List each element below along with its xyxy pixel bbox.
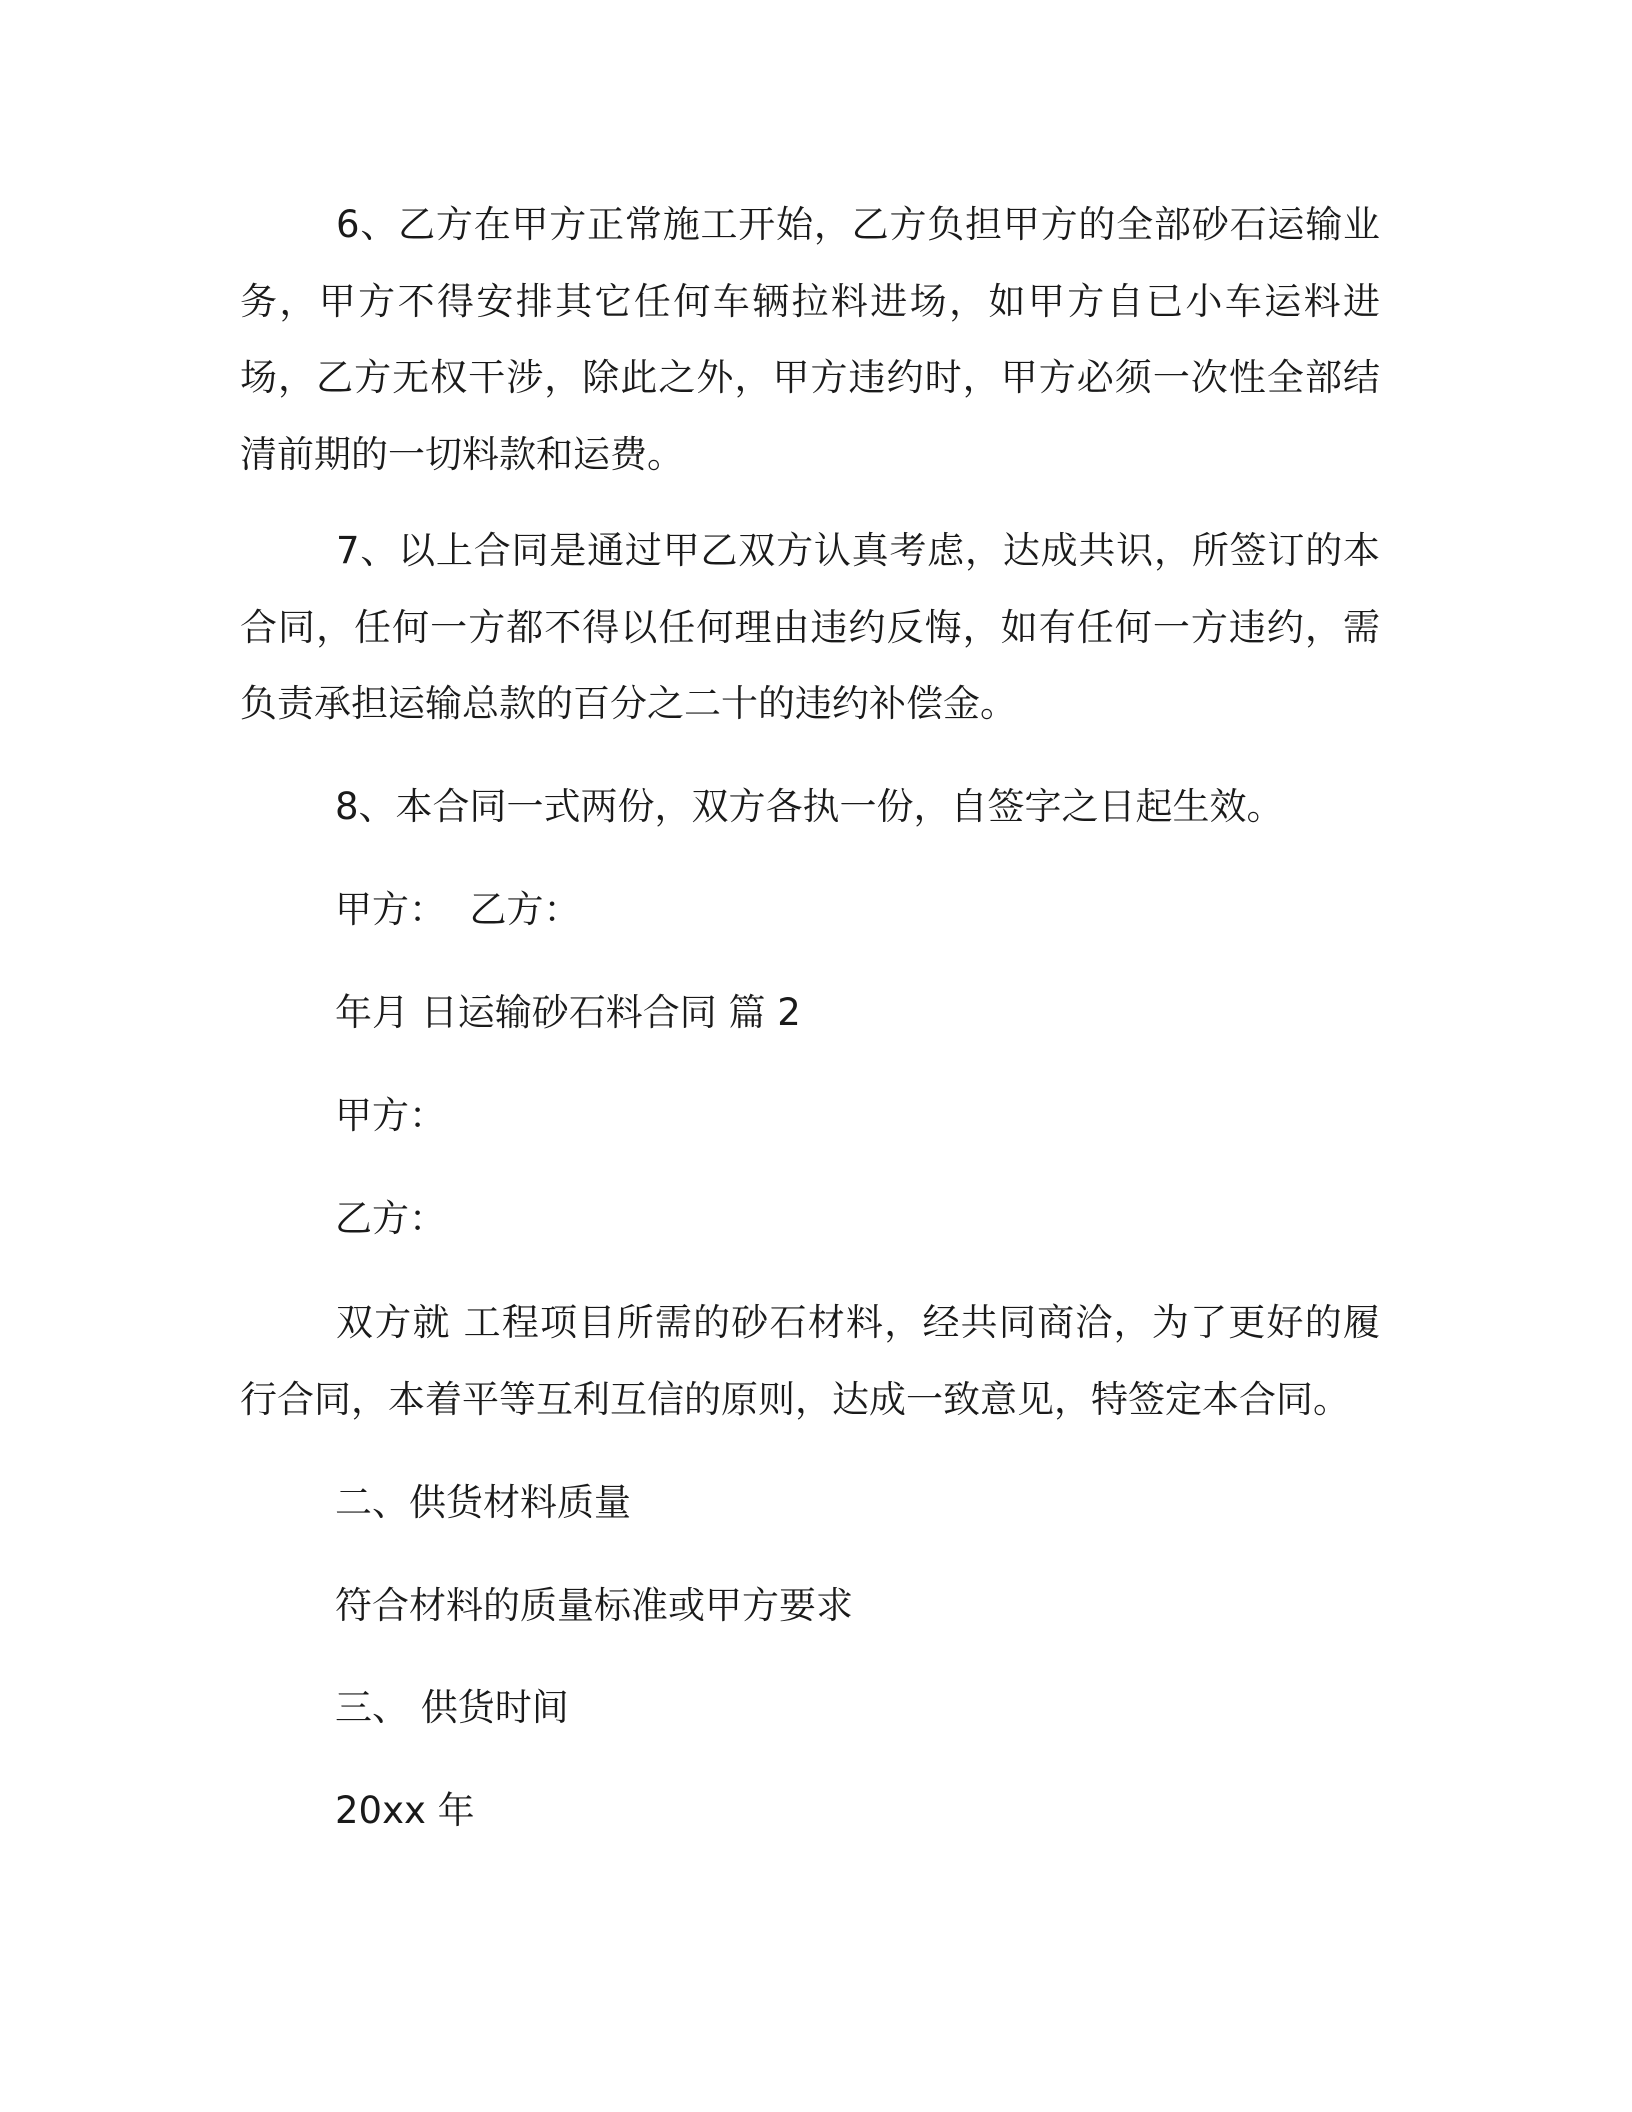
heading-supply-quality: 二、供货材料质量: [335, 1481, 631, 1524]
clause-8-paragraph: 8、本合同一式两份，双方各执一份，自签字之日起生效。: [335, 785, 1284, 828]
contract-section-title: 年月 日运输砂石料合同 篇 2: [335, 991, 801, 1034]
signature-line: 甲方： 乙方：: [335, 888, 581, 931]
clause-7-paragraph: 7、以上合同是通过甲乙双方认真考虑，达成共识，所签订的本合同，任何一方都不得以任何理由违约反悔，如有任何一方违约，需负责承担运输总款的百分之二十的违约补偿金。: [240, 529, 1380, 725]
contract-preamble-paragraph: 双方就 工程项目所需的砂石材料，经共同商洽，为了更好的履行合同，本着平等互利互信的原则，达成一致意见，特签定本合同。: [240, 1301, 1380, 1421]
heading-supply-time: 三、 供货时间: [335, 1686, 569, 1729]
party-b-label: 乙方：: [335, 1197, 446, 1240]
party-a-label: 甲方：: [335, 1094, 446, 1137]
supply-time-text: 20xx 年: [335, 1789, 475, 1832]
clause-6-paragraph: 6、乙方在甲方正常施工开始，乙方负担甲方的全部砂石运输业务，甲方不得安排其它任何车辆拉料进场，如甲方自已小车运料进场，乙方无权干涉，除此之外，甲方违约时，甲方必须一次性全部结清前期的一切料款和运费。: [240, 203, 1380, 476]
supply-quality-text: 符合材料的质量标准或甲方要求: [335, 1584, 853, 1627]
